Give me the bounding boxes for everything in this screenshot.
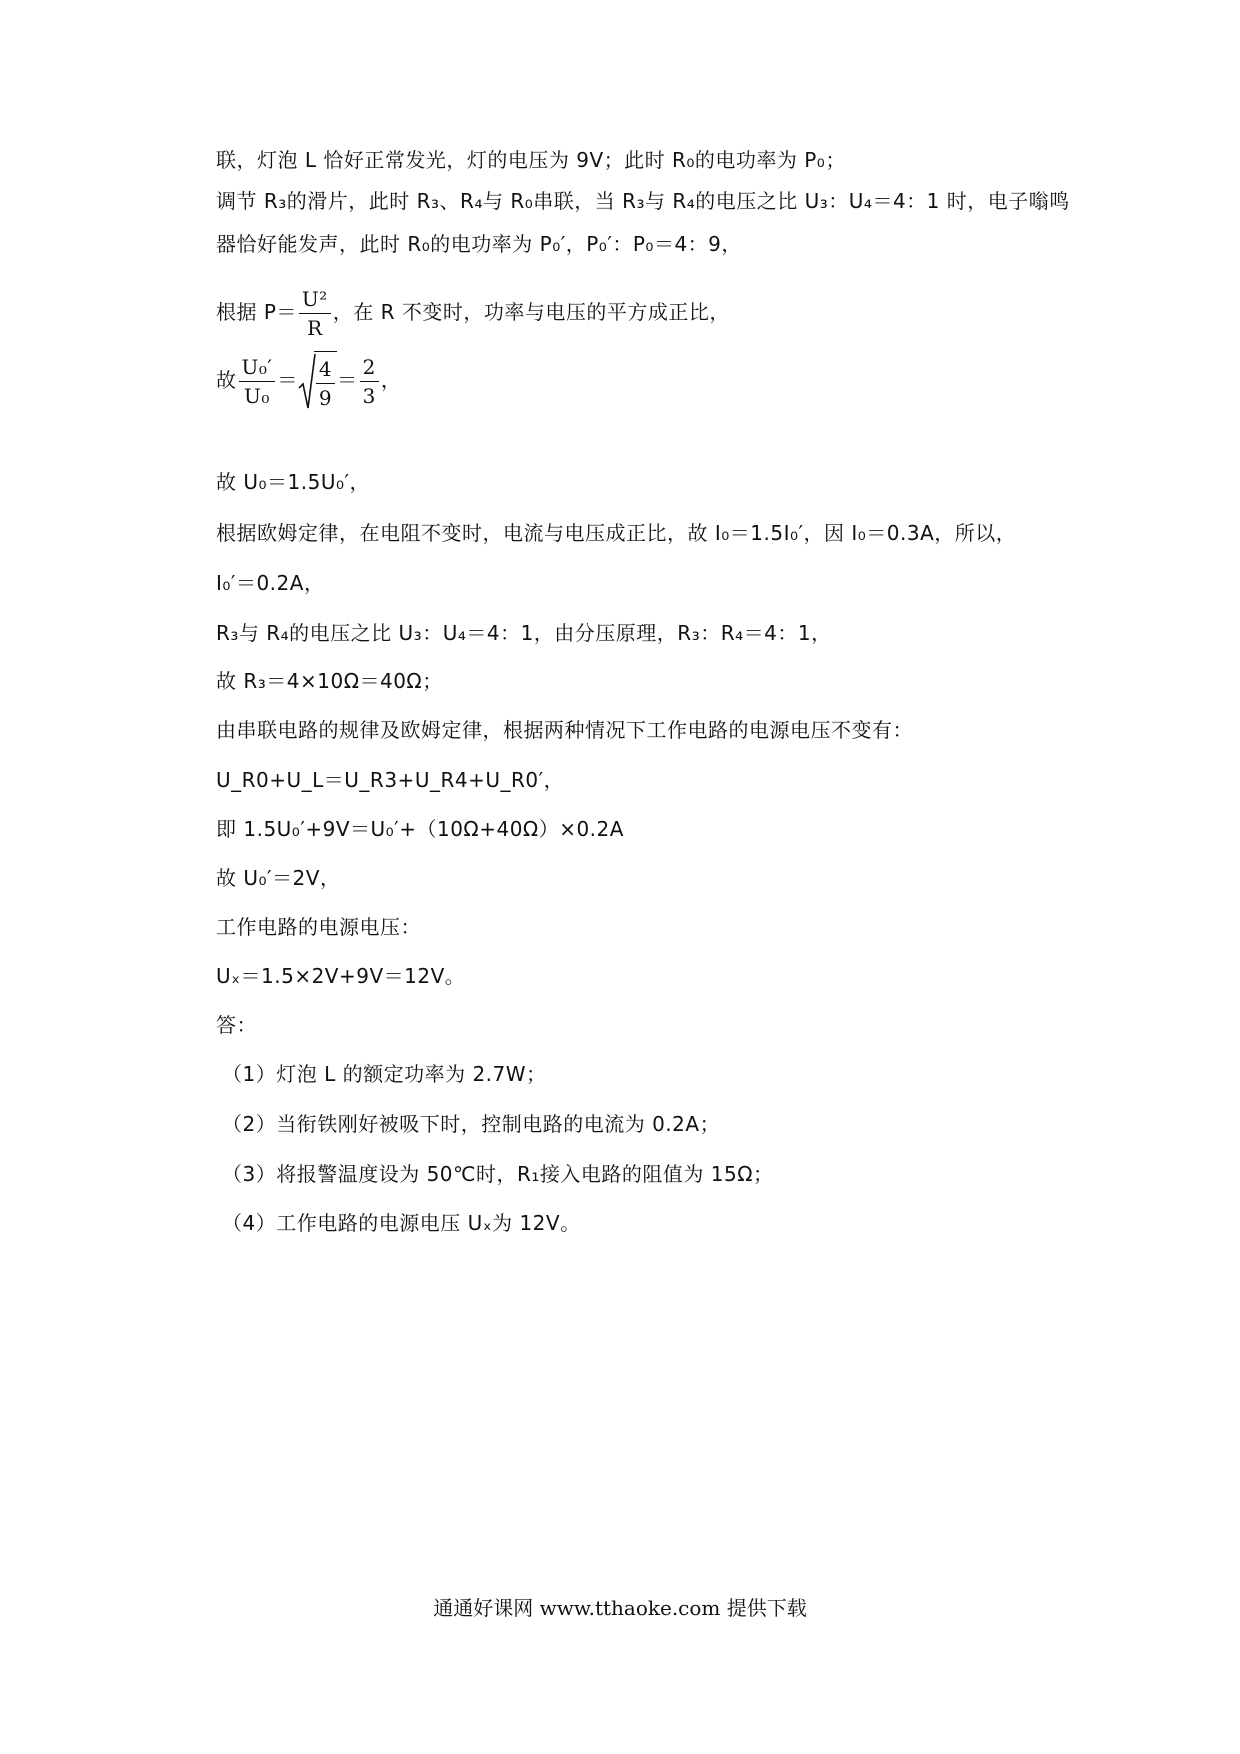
fraction-numerator: U₀′ [239, 353, 276, 382]
text-line-9: R₃与 R₄的电压之比 U₃：U₄＝4：1，由分压原理，R₃：R₄＝4：1， [216, 621, 832, 645]
page-footer: 通通好课网 www.tthaoke.com 提供下载 [433, 1596, 807, 1620]
fraction-denominator: 3 [362, 384, 376, 408]
fraction-denominator: U₀ [244, 384, 270, 408]
text-line-14: 故 U₀′＝2V， [216, 866, 341, 890]
text-line-7: 根据欧姆定律，在电阻不变时，电流与电压成正比，故 I₀＝1.5I₀′，因 I₀＝0.3A，所以， [216, 521, 1017, 545]
formula-suffix: ，在 R 不变时，功率与电压的平方成正比， [332, 300, 730, 324]
text-line-1: 联，灯泡 L 恰好正常发光，灯的电压为 9V；此时 R₀的电功率为 P₀； [216, 148, 846, 172]
text-line-13: 即 1.5U₀′+9V＝U₀′+（10Ω+40Ω）×0.2A [216, 817, 624, 841]
text-line-6: 故 U₀＝1.5U₀′， [216, 470, 371, 494]
answer-3: （3）将报警温度设为 50℃时，R₁接入电路的阻值为 15Ω； [222, 1162, 774, 1186]
fraction-numerator: 2 [360, 353, 379, 382]
fraction-u0-ratio [239, 353, 276, 410]
ratio-suffix: ， [380, 368, 402, 392]
fraction-u2-over-r [299, 285, 331, 342]
fraction-denominator: R [307, 316, 323, 340]
fraction-denominator: 9 [318, 386, 333, 410]
text-line-11: 由串联电路的规律及欧姆定律，根据两种情况下工作电路的电源电压不变有： [216, 718, 913, 742]
answer-2: （2）当衔铁刚好被吸下时，控制电路的电流为 0.2A； [222, 1112, 721, 1136]
text-line-3: 器恰好能发声，此时 R₀的电功率为 P₀′，P₀′：P₀＝4：9， [216, 232, 742, 256]
answer-4: （4）工作电路的电源电压 Uₓ为 12V。 [222, 1211, 581, 1235]
text-line-2: 调节 R₃的滑片，此时 R₃、R₄与 R₀串联，当 R₃与 R₄的电压之比 U₃：U₄＝4：1 时，电子嗡鸣 [216, 189, 1070, 213]
power-formula-line [216, 282, 730, 342]
fraction-numerator: 4 [316, 355, 335, 384]
answer-1: （1）灯泡 L 的额定功率为 2.7W； [222, 1062, 547, 1086]
text-line-16: Uₓ＝1.5×2V+9V＝12V。 [216, 964, 466, 988]
text-line-8: I₀′＝0.2A， [216, 571, 325, 595]
equals-sign: ＝ [277, 368, 298, 392]
formula-prefix: 根据 P＝ [216, 300, 297, 324]
answer-heading: 答： [216, 1013, 257, 1037]
square-root [298, 351, 337, 412]
ratio-formula-line [216, 350, 401, 410]
text-line-12: U_R0+U_L＝U_R3+U_R4+U_R0′， [216, 768, 565, 792]
fraction-2-over-3 [360, 353, 379, 410]
text-line-10: 故 R₃＝4×10Ω＝40Ω； [216, 669, 443, 693]
fraction-4-over-9 [316, 355, 335, 412]
fraction-numerator: U² [299, 285, 331, 314]
equals-sign: ＝ [337, 368, 358, 392]
text-line-15: 工作电路的电源电压： [216, 915, 421, 939]
ratio-prefix: 故 [216, 368, 237, 392]
